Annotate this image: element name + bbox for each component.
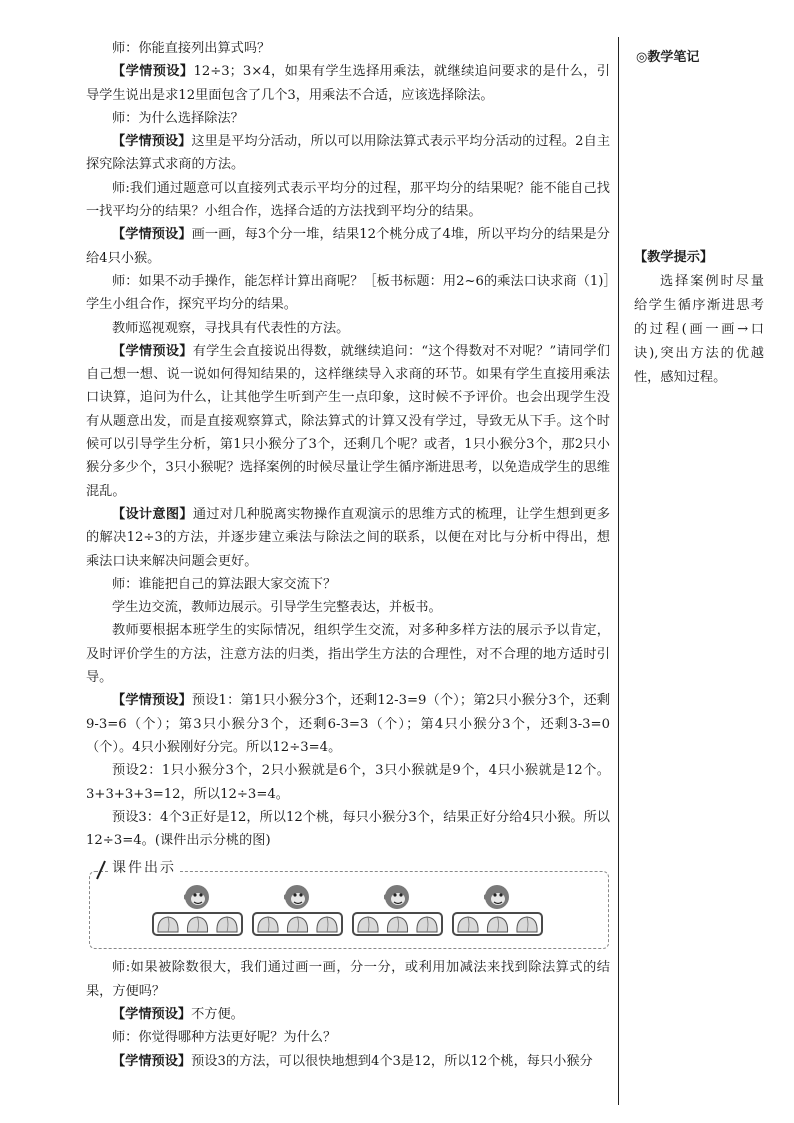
body-paragraph: 预设3：4个3正好是12，所以12个桃，每只小猴分3个，结果正好分给4只小猴。所以12÷3=4。(课件出示分桃的图) <box>86 809 610 849</box>
paragraph-text: 有学生会直接说出得数，就继续追问：“这个得数对不对呢？”请同学们自己想一想、说一说如何得知结果的，这样继续导入求商的环节。如果有学生直接用乘法口诀算，追问为什么，让其他学生听到产生一点印象，这时候不予评价。也会出现学生没有从题意出发，而是直接观察算式，除法算式的计算又没有学过，导致无从下手。这个时候可以引导学生分析，第1只小猴分了3个，还剩几个呢？或者，1只小猴分3个，那2只小猴分多少个，3只小猴呢？选择案例的时候尽量让学生循序渐进思考，以免造成学生的思维混乱。 <box>86 343 611 499</box>
paragraph-text: 12÷3；3×4，如果有学生选择用乘法，就继续追问要求的是什么，引导学生说出是求12里面包含了几个3，用乘法不合适，应该选择除法。 <box>86 64 610 103</box>
paragraph-text: 预设3的方法，可以很快地想到4个3是12，所以12个桃，每只小猴分 <box>191 1053 593 1069</box>
tag: 【学情预设】 <box>112 343 193 359</box>
notes-title: ◎教学笔记 <box>636 50 700 65</box>
teacher-line: 师：你能直接列出算式吗？ <box>112 41 271 56</box>
paragraph-text: 通过对几种脱离实物操作直观演示的思维方式的梳理，让学生想到更多的解决12÷3的方法，并逐步建立乘法与除法之间的联系，以便在对比与分析中得出，想乘法口诀来解决问题会更好。 <box>86 506 611 569</box>
monkey-group <box>252 884 343 940</box>
plate-icon <box>352 912 443 936</box>
preset-paragraph <box>86 60 610 107</box>
monkey-icon <box>384 884 410 910</box>
teacher-line: 师：谁能把自己的算法跟大家交流下？ <box>112 576 337 592</box>
pen-stroke-icon <box>94 860 108 880</box>
tag: 【学情预设】 <box>112 1006 192 1022</box>
teacher-line: 师：你觉得哪种方法更好呢？为什么？ <box>112 1030 337 1046</box>
tag: 【学情预设】 <box>112 693 192 709</box>
plate-icon <box>152 912 243 936</box>
preset-paragraph <box>86 340 610 503</box>
monkey-group <box>152 884 243 940</box>
body-paragraph: 预设2：1只小猴分3个，2只小猴就是6个，3只小猴就是9个，4只小猴就是12个。3+3+3+3=12，所以12÷3=4。 <box>86 763 610 802</box>
tag: 【设计意图】 <box>112 506 193 522</box>
body-paragraph: 教师要根据本班学生的实际情况，组织学生交流，对多种多样方法的展示予以肯定，及时评价学生的方法，注意方法的归类，指出学生方法的合理性，对不合理的地方适时引导。 <box>86 623 610 686</box>
paragraph-text: 这里是平均分活动，所以可以用除法算式表示平均分活动的过程。2自主探究除法算式求商的方法。 <box>86 134 611 173</box>
column-divider <box>618 37 619 1105</box>
tag: 【学情预设】 <box>112 134 192 150</box>
plate-icon <box>252 912 343 936</box>
courseware-label: 课件出示 <box>108 858 180 878</box>
design-intent-paragraph <box>86 503 610 573</box>
plate-icon <box>452 912 543 936</box>
teacher-line: 师:我们通过题意可以直接列式表示平均分的过程，那平均分的结果呢？能不能自己找一找平均分的结果？小组合作，选择合适的方法找到平均分的结果。 <box>86 180 610 220</box>
preset-paragraph <box>86 1050 610 1073</box>
courseware-figure <box>86 858 610 950</box>
teacher-line: 师:如果被除数很大，我们通过画一画，分一分，或利用加减法来找到除法算式的结果，方便吗？ <box>86 960 610 999</box>
tip-label: 【教学提示】 <box>634 250 714 265</box>
monkey-group <box>352 884 443 940</box>
paragraph-text: 预设1：第1只小猴分3个，还剩12-3=9（个）；第2只小猴分3个，还剩9-3=6（个）；第3只小猴分3个，还剩6-3=3（个）；第4只小猴分3个，还剩3-3=0（个）。4只小猴刚好分完。所以12÷3=4。 <box>86 693 610 755</box>
teacher-line: 师：为什么选择除法？ <box>112 110 244 126</box>
monkey-icon <box>284 884 310 910</box>
preset-paragraph <box>86 1003 610 1026</box>
paragraph-text: 画一画，每3个分一堆，结果12个桃分成了4堆，所以平均分的结果是分给4只小猴。 <box>86 227 610 266</box>
paragraph-text: 不方便。 <box>191 1006 244 1022</box>
peach-groups <box>152 884 543 940</box>
monkey-icon <box>484 884 510 910</box>
teacher-line: 师：如果不动手操作，能怎样计算出商呢？［板书标题：用2~6的乘法口诀求商（1)］学生小组合作，探究平均分的结果。 <box>86 273 610 313</box>
tag: 【学情预设】 <box>112 1053 192 1069</box>
tag: 【学情预设】 <box>112 64 194 80</box>
body-paragraph: 教师巡视观察，寻找具有代表性的方法。 <box>112 320 350 336</box>
tip-text: 选择案例时尽量给学生循序渐进思考的过程(画一画→口诀),突出方法的优越性，感知过程。 <box>634 274 764 385</box>
preset-paragraph <box>86 130 610 177</box>
main-content <box>86 37 610 1073</box>
monkey-icon <box>184 884 210 910</box>
preset-paragraph <box>86 223 610 270</box>
preset-paragraph <box>86 689 610 759</box>
body-paragraph: 学生边交流，教师边展示。引导学生完整表达，并板书。 <box>112 600 442 616</box>
monkey-group <box>452 884 543 940</box>
teaching-tip <box>634 246 764 390</box>
tag: 【学情预设】 <box>112 227 192 243</box>
